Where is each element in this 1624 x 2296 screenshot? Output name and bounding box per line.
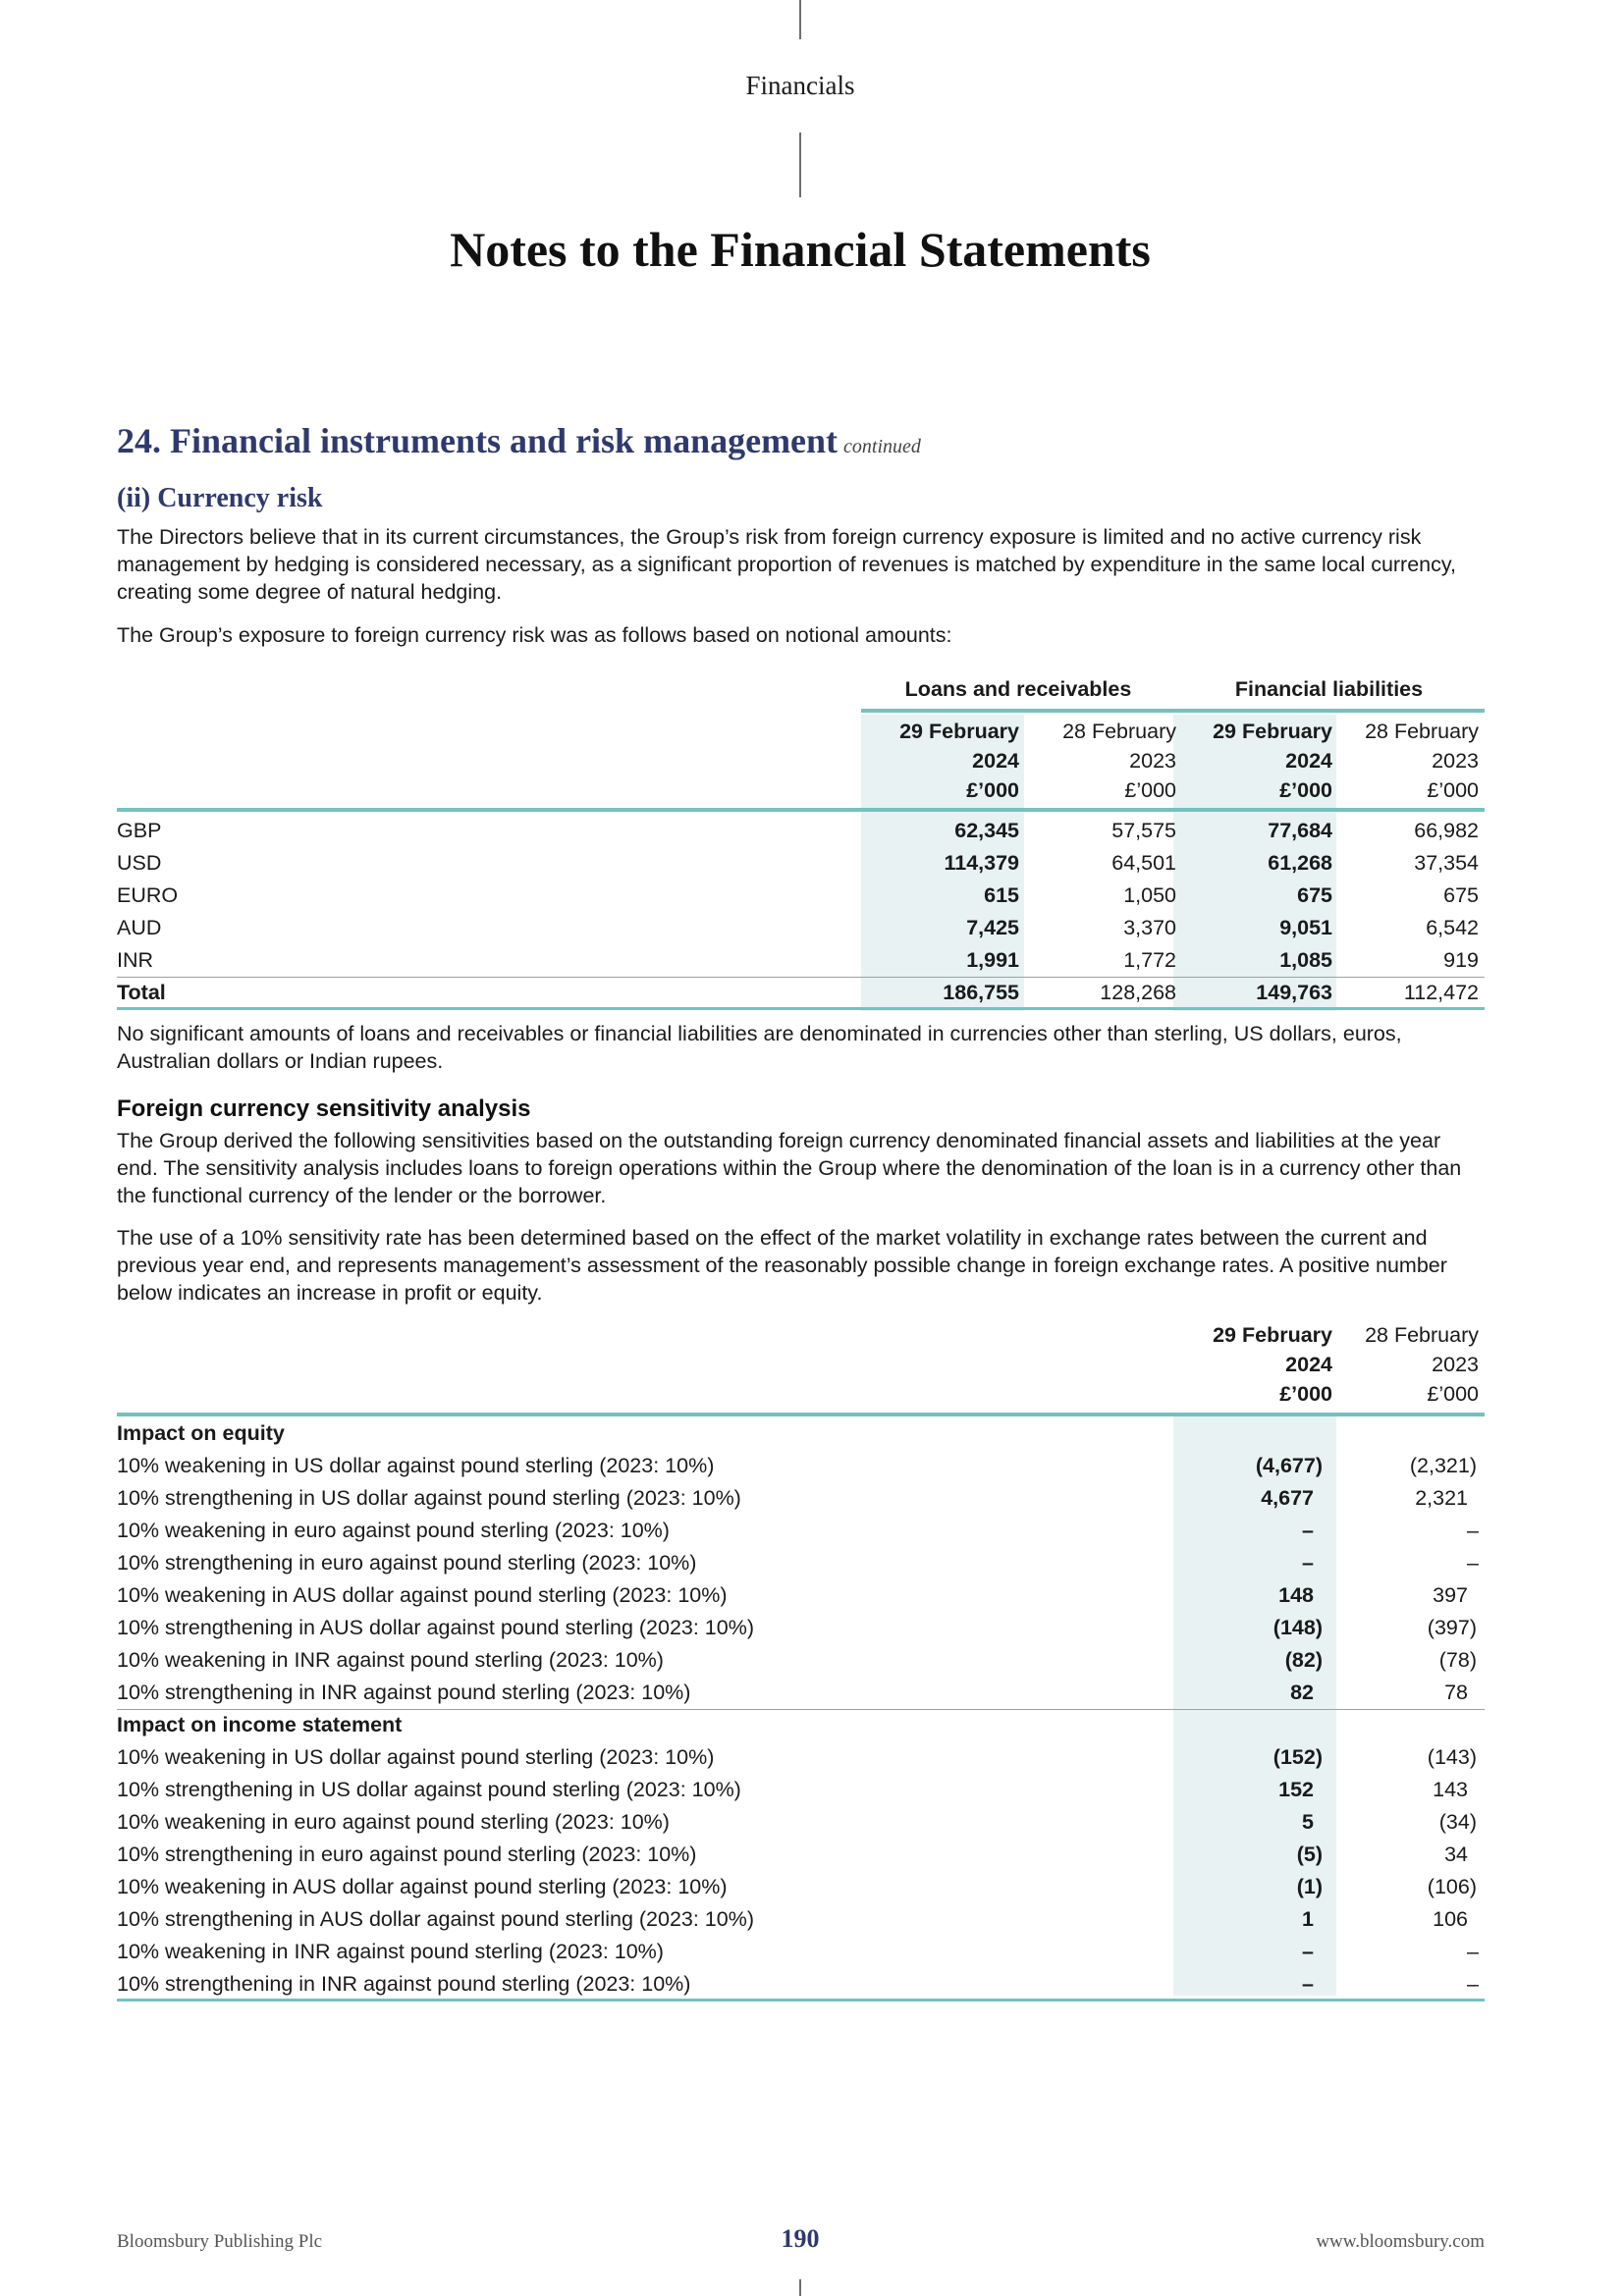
col-header-line: 29 February	[1213, 720, 1332, 743]
page-title: Notes to the Financial Statements	[450, 222, 1151, 277]
row-value: –	[1467, 1940, 1479, 1963]
mid-divider-line	[799, 133, 801, 197]
table-row	[117, 1482, 1485, 1515]
col-header-line: 2023	[1432, 749, 1479, 773]
row-value: 57,575	[1111, 819, 1176, 842]
col-header-line: 29 February	[899, 720, 1019, 743]
row-value: 1,772	[1123, 948, 1176, 972]
row-label: 10% strengthening in INR against pound sterling (2023: 10%)	[117, 1681, 691, 1704]
row-value: 34	[1444, 1842, 1468, 1866]
row-label: EURO	[117, 883, 179, 907]
sensitivity-header-rule	[117, 1413, 1485, 1416]
row-value: –	[1467, 1551, 1479, 1575]
section-heading	[117, 420, 1485, 461]
row-label: 10% weakening in US dollar against pound sterling (2023: 10%)	[117, 1745, 715, 1769]
exposure-bottom-rule	[117, 1007, 1485, 1010]
footer-company: Bloomsbury Publishing Plc	[117, 2231, 323, 2252]
row-value: 1,991	[966, 948, 1019, 972]
income-heading-row	[117, 1709, 1485, 1741]
row-value: –	[1302, 1972, 1314, 1996]
row-value: 397	[1433, 1583, 1468, 1607]
table-row	[117, 1903, 1485, 1936]
col-header-line: 28 February	[1365, 720, 1479, 743]
table-row	[117, 944, 1485, 977]
row-value: 3,370	[1123, 916, 1176, 939]
row-value: 2,321	[1415, 1486, 1468, 1510]
col-header-line: 29 February	[1213, 1323, 1332, 1347]
exposure-intro-paragraph: The Group’s exposure to foreign currency risk was as follows based on notional amounts:	[117, 623, 952, 647]
exposure-table	[117, 667, 1485, 1011]
row-value: 61,268	[1268, 851, 1332, 875]
row-value: –	[1302, 1551, 1314, 1575]
col-header-line: £’000	[966, 778, 1019, 802]
table-row	[117, 1644, 1485, 1677]
exposure-col-header-2	[1019, 717, 1176, 805]
row-value: –	[1467, 1972, 1479, 1996]
equity-heading: Impact on equity	[117, 1421, 285, 1445]
group-header-loans: Loans and receivables	[904, 677, 1132, 701]
col-header-line: 2023	[1432, 1353, 1479, 1376]
table-row	[117, 1579, 1485, 1612]
table-row	[117, 1612, 1485, 1644]
row-value: (2,321)	[1409, 1454, 1477, 1477]
row-value: 66,982	[1414, 819, 1479, 842]
equity-heading-row	[117, 1417, 1485, 1450]
sensitivity-table	[117, 1318, 1485, 1996]
table-row	[117, 847, 1485, 880]
income-heading: Impact on income statement	[117, 1713, 403, 1736]
exposure-col-header-3	[1176, 717, 1332, 805]
row-value: (78)	[1438, 1648, 1477, 1672]
row-value: (148)	[1272, 1616, 1323, 1639]
row-value: (1)	[1296, 1875, 1323, 1898]
row-value: 4,677	[1261, 1486, 1314, 1510]
row-value: (5)	[1296, 1842, 1323, 1866]
row-label: GBP	[117, 819, 162, 842]
row-value: –	[1302, 1519, 1314, 1542]
row-label: 10% weakening in euro against pound sterling (2023: 10%)	[117, 1810, 670, 1834]
table-row	[117, 880, 1485, 912]
row-value: 82	[1290, 1681, 1314, 1704]
table-row	[117, 1547, 1485, 1579]
row-label: USD	[117, 851, 162, 875]
row-value: 9,051	[1279, 916, 1332, 939]
sensitivity-col-header-1	[1176, 1320, 1332, 1409]
exposure-col-header-4	[1332, 717, 1479, 805]
table-row-total	[117, 977, 1485, 1009]
row-label: 10% weakening in INR against pound sterling (2023: 10%)	[117, 1648, 664, 1672]
group-header-liabilities: Financial liabilities	[1234, 677, 1424, 701]
row-value: 149,763	[1256, 981, 1332, 1004]
col-header-line: 2024	[1285, 1353, 1332, 1376]
col-header-line: £’000	[1279, 778, 1332, 802]
table-row	[117, 1741, 1485, 1774]
table-row	[117, 1968, 1485, 2001]
group-header-rule	[861, 709, 1485, 713]
row-value: 78	[1444, 1681, 1468, 1704]
row-label: 10% strengthening in euro against pound sterling (2023: 10%)	[117, 1842, 697, 1866]
row-label: 10% weakening in AUS dollar against pound sterling (2023: 10%)	[117, 1875, 728, 1898]
row-label: 10% weakening in US dollar against pound sterling (2023: 10%)	[117, 1454, 715, 1477]
row-label: 10% strengthening in US dollar against pound sterling (2023: 10%)	[117, 1486, 741, 1510]
row-value: 675	[1443, 883, 1479, 907]
footer-website: www.bloomsbury.com	[1316, 2231, 1485, 2252]
row-value: 37,354	[1414, 851, 1479, 875]
exposure-header-rule	[117, 808, 1485, 812]
top-divider-line	[799, 0, 801, 39]
table-row	[117, 1839, 1485, 1871]
table-row	[117, 1806, 1485, 1839]
row-value: (82)	[1284, 1648, 1323, 1672]
row-value: 186,755	[943, 981, 1019, 1004]
row-value: 675	[1297, 883, 1332, 907]
row-value: (34)	[1438, 1810, 1477, 1834]
row-value: 112,472	[1403, 981, 1479, 1004]
col-header-line: £’000	[1427, 778, 1479, 802]
sub-heading: (ii) Currency risk	[117, 483, 323, 513]
col-header-line: £’000	[1124, 778, 1176, 802]
row-value: 1	[1302, 1907, 1314, 1931]
table-row	[117, 815, 1485, 847]
table-row	[117, 1936, 1485, 1968]
row-label: AUD	[117, 916, 162, 939]
continued-label: continued	[843, 436, 921, 457]
table-row	[117, 912, 1485, 944]
row-value: –	[1302, 1940, 1314, 1963]
row-value: 143	[1433, 1778, 1468, 1801]
sensitivity-col-header-2	[1332, 1320, 1479, 1409]
row-value: 1,085	[1279, 948, 1332, 972]
col-header-line: £’000	[1427, 1382, 1479, 1406]
row-value: 64,501	[1111, 851, 1176, 875]
col-header-line: 28 February	[1365, 1323, 1479, 1347]
currency-risk-paragraph: The Directors believe that in its current circumstances, the Group’s risk from foreign currency exposure is limited and no active currency risk management by hedging is considered necessary, as a significant proportion of revenues is matched by expenditure in the same local currency, creating some degree of natural hedging.	[117, 525, 1457, 604]
table-row	[117, 1515, 1485, 1547]
col-header-line: 2023	[1129, 749, 1176, 773]
row-label: Total	[117, 981, 166, 1004]
row-value: 919	[1443, 948, 1479, 972]
row-label: 10% strengthening in AUS dollar against pound sterling (2023: 10%)	[117, 1907, 754, 1931]
col-header-line: 2024	[1285, 749, 1332, 773]
row-value: 5	[1302, 1810, 1314, 1834]
bottom-divider-line	[799, 2279, 801, 2296]
row-label: 10% weakening in INR against pound sterling (2023: 10%)	[117, 1940, 664, 1963]
page-number: 190	[781, 2224, 820, 2253]
row-value: 128,268	[1100, 981, 1176, 1004]
row-value: 152	[1278, 1778, 1314, 1801]
col-header-line: 28 February	[1062, 720, 1176, 743]
table-row	[117, 1774, 1485, 1806]
row-value: –	[1467, 1519, 1479, 1542]
table-row	[117, 1871, 1485, 1903]
row-value: 148	[1278, 1583, 1314, 1607]
sensitivity-paragraph-2: The use of a 10% sensitivity rate has been determined based on the effect of the market volatility in exchange rates between the current and previous year end, and represents management’s assessment of the reasonably possible change in foreign exchange rates. A positive number below indicates an increase in profit or equity.	[117, 1226, 1447, 1305]
row-label: 10% strengthening in INR against pound sterling (2023: 10%)	[117, 1972, 691, 1996]
row-value: 7,425	[966, 916, 1019, 939]
row-value: 615	[984, 883, 1019, 907]
table-row	[117, 1450, 1485, 1482]
row-value: 62,345	[954, 819, 1019, 842]
row-label: 10% strengthening in euro against pound sterling (2023: 10%)	[117, 1551, 697, 1575]
row-label: 10% weakening in euro against pound sterling (2023: 10%)	[117, 1519, 670, 1542]
row-value: 6,542	[1426, 916, 1479, 939]
section-heading-text: 24. Financial instruments and risk management	[117, 421, 839, 460]
row-label: INR	[117, 948, 154, 972]
row-value: 114,379	[944, 851, 1019, 875]
currencies-note-paragraph: No significant amounts of loans and receivables or financial liabilities are denominated in currencies other than sterling, US dollars, euros, Australian dollars or Indian rupees.	[117, 1022, 1402, 1073]
section-label: Financials	[745, 71, 855, 100]
row-label: 10% strengthening in AUS dollar against pound sterling (2023: 10%)	[117, 1616, 754, 1639]
row-value: (106)	[1427, 1875, 1477, 1898]
table-row	[117, 1677, 1485, 1709]
row-value: (152)	[1272, 1745, 1323, 1769]
col-header-line: 2024	[972, 749, 1019, 773]
row-value: (397)	[1427, 1616, 1477, 1639]
row-label: 10% strengthening in US dollar against pound sterling (2023: 10%)	[117, 1778, 741, 1801]
sensitivity-heading: Foreign currency sensitivity analysis	[117, 1095, 531, 1122]
row-label: 10% weakening in AUS dollar against pound sterling (2023: 10%)	[117, 1583, 728, 1607]
sensitivity-paragraph-1: The Group derived the following sensitivities based on the outstanding foreign currency denominated financial assets and liabilities at the year end. The sensitivity analysis includes loans to foreign operations within the Group where the denomination of the loan is in a currency other than the functional currency of the lender or the borrower.	[117, 1129, 1462, 1207]
exposure-col-header-1	[861, 717, 1019, 805]
row-value: (143)	[1427, 1745, 1477, 1769]
row-value: 77,684	[1268, 819, 1332, 842]
row-value: (4,677)	[1255, 1454, 1323, 1477]
col-header-line: £’000	[1279, 1382, 1332, 1406]
row-value: 1,050	[1123, 883, 1176, 907]
sensitivity-bottom-rule	[117, 1999, 1485, 2002]
row-value: 106	[1433, 1907, 1468, 1931]
